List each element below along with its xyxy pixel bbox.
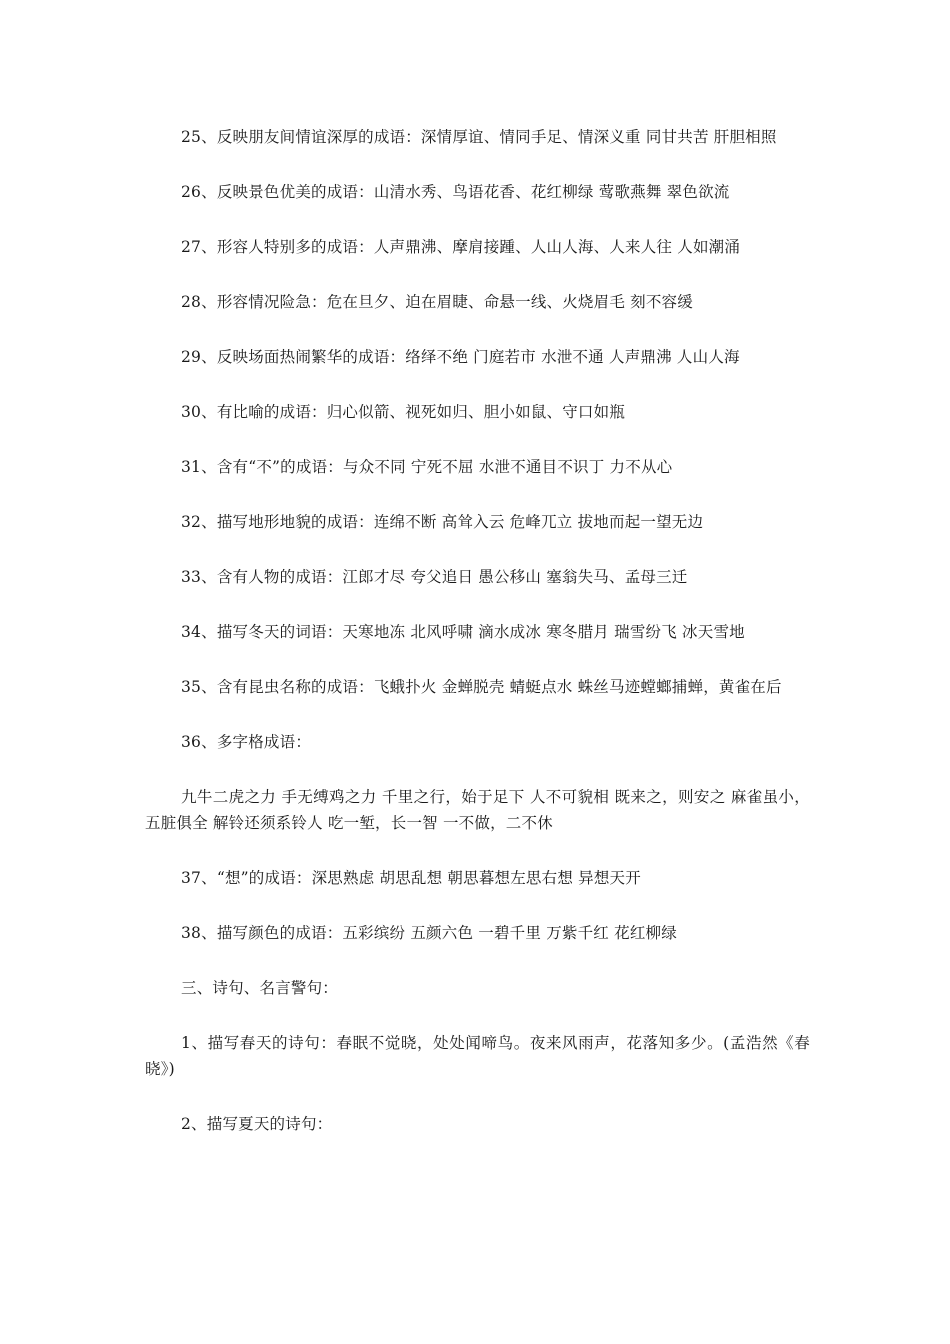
paragraph-30-metaphor-idioms: 30、有比喻的成语：归心似箭、视死如归、胆小如鼠、守口如瓶 bbox=[181, 403, 626, 421]
paragraph-26-scenery-idioms: 26、反映景色优美的成语：山清水秀、鸟语花香、花红柳绿 莺歌燕舞 翠色欲流 bbox=[181, 183, 730, 201]
paragraph-37-xiang-idioms: 37、“想”的成语：深思熟虑 胡思乱想 朝思暮想左思右想 异想天开 bbox=[181, 869, 641, 887]
paragraph-27-crowd-idioms: 27、形容人特别多的成语：人声鼎沸、摩肩接踵、人山人海、人来人往 人如潮涌 bbox=[181, 238, 741, 256]
paragraph-31-bu-idioms: 31、含有“不”的成语：与众不同 宁死不屈 水泄不通目不识丁 力不从心 bbox=[181, 458, 673, 476]
document-body bbox=[145, 124, 810, 1166]
paragraph-28-urgency-idioms: 28、形容情况险急：危在旦夕、迫在眉睫、命悬一线、火烧眉毛 刻不容缓 bbox=[181, 293, 693, 311]
paragraph-36-multi-char-heading: 36、多字格成语： bbox=[181, 733, 312, 751]
paragraph-29-bustling-idioms: 29、反映场面热闹繁华的成语：络绎不绝 门庭若市 水泄不通 人声鼎沸 人山人海 bbox=[181, 348, 740, 366]
paragraph-34-winter-words: 34、描写冬天的词语：天寒地冻 北风呼啸 滴水成冰 寒冬腊月 瑞雪纷飞 冰天雪地 bbox=[181, 623, 745, 641]
paragraph-summer-poem-heading: 2、描写夏天的诗句： bbox=[181, 1115, 333, 1133]
paragraph-36-multi-char-idioms: 九牛二虎之力 手无缚鸡之力 千里之行，始于足下 人不可貌相 既来之，则安之 麻雀虽小，五脏俱全 解铃还须系铃人 吃一堑，长一智 一不做，二不休 bbox=[145, 788, 810, 832]
paragraph-35-insect-idioms: 35、含有昆虫名称的成语：飞蛾扑火 金蝉脱壳 蜻蜓点水 蛛丝马迹螳螂捕蝉，黄雀在后 bbox=[181, 678, 782, 696]
paragraph-spring-poem: 1、描写春天的诗句：春眠不觉晓，处处闻啼鸟。夜来风雨声，花落知多少。(孟浩然《春晓》) bbox=[145, 1034, 810, 1078]
paragraph-33-people-idioms: 33、含有人物的成语：江郎才尽 夸父追日 愚公移山 塞翁失马、孟母三迁 bbox=[181, 568, 688, 586]
paragraph-25-friendship-idioms: 25、反映朋友间情谊深厚的成语：深情厚谊、情同手足、情深义重 同甘共苦 肝胆相照 bbox=[181, 128, 777, 146]
paragraph-32-terrain-idioms: 32、描写地形地貌的成语：连绵不断 高耸入云 危峰兀立 拔地而起一望无边 bbox=[181, 513, 704, 531]
paragraph-38-color-idioms: 38、描写颜色的成语：五彩缤纷 五颜六色 一碧千里 万紫千红 花红柳绿 bbox=[181, 924, 677, 942]
section-heading-poems-quotes: 三、诗句、名言警句： bbox=[181, 979, 339, 997]
